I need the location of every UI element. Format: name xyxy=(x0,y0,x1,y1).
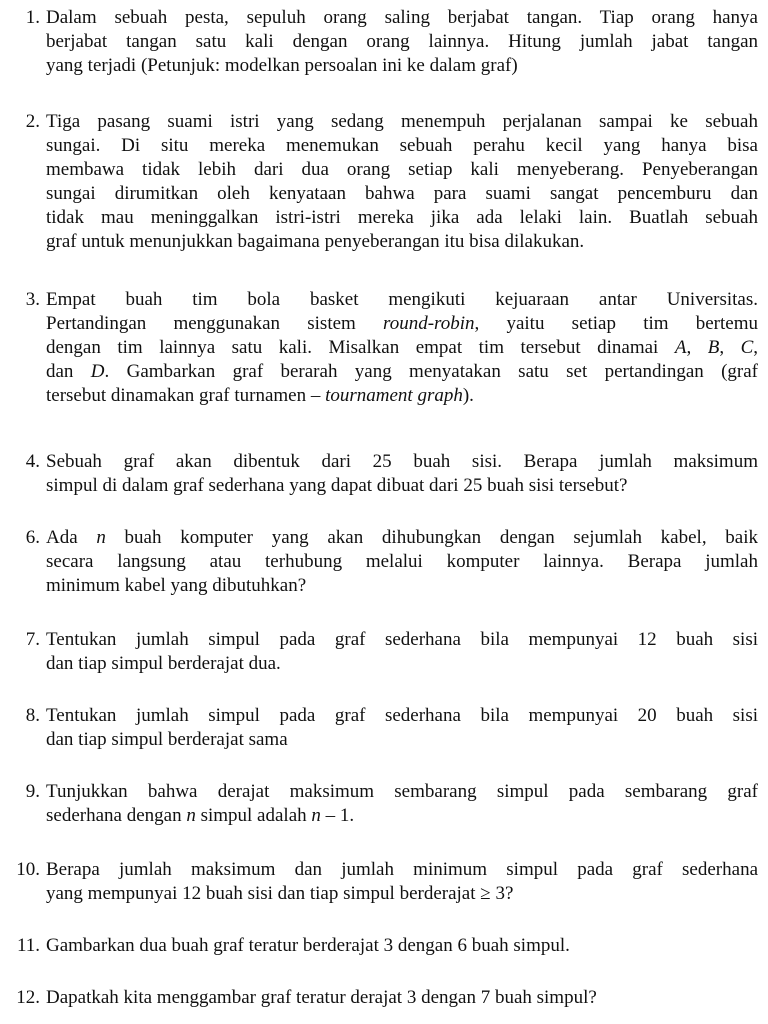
problem-number: 2. xyxy=(25,111,40,132)
problem-line: Tiga pasang suami istri yang sedang menempuh perjalanan sampai ke sebuah xyxy=(46,111,758,132)
problem-line: graf untuk menunjukkan bagaimana penyeberangan itu bisa dilakukan. xyxy=(46,231,585,252)
problem-text xyxy=(46,628,758,676)
problem-text xyxy=(46,704,758,752)
problem-line: Tentukan jumlah simpul pada graf sederhana bila mempunyai 20 buah sisi xyxy=(46,705,758,726)
problem-line: Sebuah graf akan dibentuk dari 25 buah sisi. Berapa jumlah maksimum xyxy=(46,451,758,472)
problem-line: berjabat tangan satu kali dengan orang lainnya. Hitung jumlah jabat tangan xyxy=(46,31,758,52)
problem-number: 6. xyxy=(25,527,40,548)
problem-line: Dalam sebuah pesta, sepuluh orang saling berjabat tangan. Tiap orang hanya xyxy=(46,7,758,28)
problem-text xyxy=(46,450,758,498)
problem-line: Pertandingan menggunakan sistem round-robin, yaitu setiap tim bertemu xyxy=(46,313,759,334)
problem-text xyxy=(46,934,758,958)
problem-line: yang mempunyai 12 buah sisi dan tiap simpul berderajat ≥ 3? xyxy=(46,883,514,904)
problem-text xyxy=(46,526,758,598)
problem-line: minimum kabel yang dibutuhkan? xyxy=(46,575,307,596)
problem-line: simpul di dalam graf sederhana yang dapat dibuat dari 25 buah sisi tersebut? xyxy=(46,475,628,496)
problem-text xyxy=(46,288,758,408)
problem-line: Ada n buah komputer yang akan dihubungkan dengan sejumlah kabel, baik xyxy=(46,527,758,548)
problem-text xyxy=(46,780,758,828)
problem-line: sungai. Di situ mereka menemukan sebuah perahu kecil yang hanya bisa xyxy=(46,135,758,156)
problem-line: Tunjukkan bahwa derajat maksimum sembarang simpul pada sembarang graf xyxy=(46,781,758,802)
problem-number: 7. xyxy=(25,629,40,650)
problem-text xyxy=(46,858,758,906)
problem-line: Gambarkan dua buah graf teratur berderajat 3 dengan 6 buah simpul. xyxy=(46,935,570,956)
problem-line: dan tiap simpul berderajat sama xyxy=(46,729,288,750)
problem-number: 12. xyxy=(16,987,40,1008)
problem-line: Berapa jumlah maksimum dan jumlah minimum simpul pada graf sederhana xyxy=(46,859,758,880)
problem-number: 1. xyxy=(25,7,40,28)
problem-line: dan tiap simpul berderajat dua. xyxy=(46,653,281,674)
problem-line: tidak mau meninggalkan istri-istri mereka jika ada lelaki lain. Buatlah sebuah xyxy=(46,207,758,228)
problem-number: 9. xyxy=(25,781,40,802)
problem-text xyxy=(46,6,758,78)
problem-line: dan D. Gambarkan graf berarah yang menyatakan satu set pertandingan (graf xyxy=(46,361,759,382)
problem-number: 4. xyxy=(25,451,40,472)
problem-line: dengan tim lainnya satu kali. Misalkan empat tim tersebut dinamai A, B, C, xyxy=(46,337,759,358)
problem-line: secara langsung atau terhubung melalui komputer lainnya. Berapa jumlah xyxy=(46,551,758,572)
problem-line: Empat buah tim bola basket mengikuti kejuaraan antar Universitas. xyxy=(46,289,758,310)
problem-line: yang terjadi (Petunjuk: modelkan persoalan ini ke dalam graf) xyxy=(46,55,518,76)
problem-line: membawa tidak lebih dari dua orang setiap kali menyeberang. Penyeberangan xyxy=(46,159,758,180)
problem-number: 11. xyxy=(16,935,40,956)
problem-number: 10. xyxy=(16,859,40,880)
problem-text xyxy=(46,110,758,254)
problem-line: sungai dirumitkan oleh kenyataan bahwa para suami sangat pencemburu dan xyxy=(46,183,758,204)
problem-line: Dapatkah kita menggambar graf teratur derajat 3 dengan 7 buah simpul? xyxy=(46,987,597,1008)
problem-line: sederhana dengan n simpul adalah n – 1. xyxy=(46,805,355,826)
problem-number: 3. xyxy=(25,289,40,310)
problem-line: Tentukan jumlah simpul pada graf sederhana bila mempunyai 12 buah sisi xyxy=(46,629,758,650)
problem-text xyxy=(46,986,758,1010)
problem-line: tersebut dinamakan graf turnamen – tournament graph). xyxy=(46,385,474,406)
problem-number: 8. xyxy=(25,705,40,726)
